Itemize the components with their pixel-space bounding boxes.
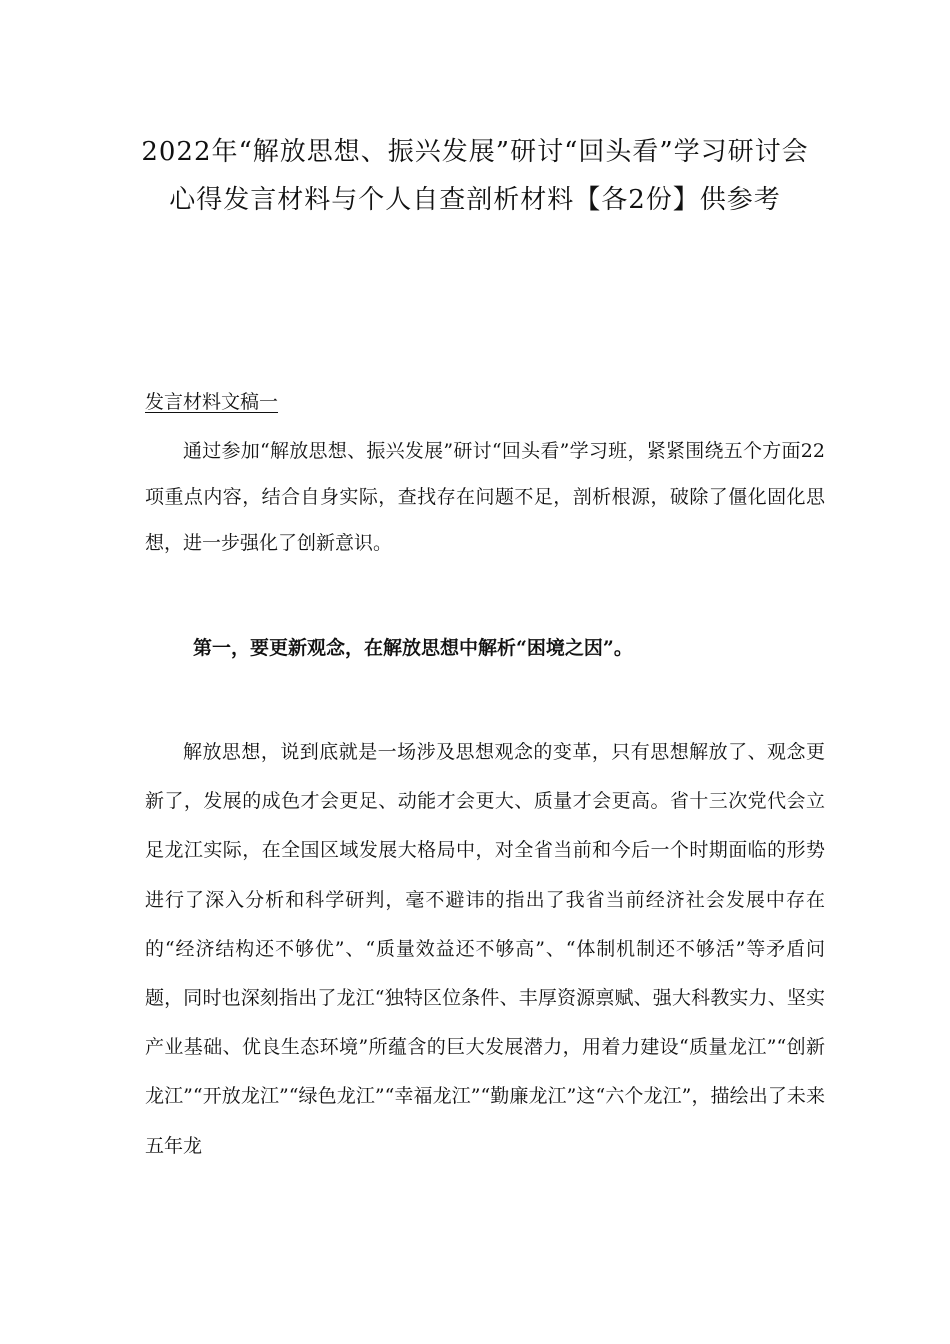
section-heading: 发言材料文稿一 (145, 391, 279, 413)
paragraph-intro: 通过参加“解放思想、振兴发展”研讨“回头看”学习班，紧紧围绕五个方面22项重点内容，结合自身实际，查找存在问题不足，剖析根源，破除了僵化固化思想，进一步强化了创新意识。 (145, 440, 825, 554)
document-title: 2022年“解放思想、振兴发展”研讨“回头看”学习研讨会心得发言材料与个人自查剖析材料【各2份】供参考 (141, 137, 809, 215)
paragraph-body: 解放思想，说到底就是一场涉及思想观念的变革，只有思想解放了、观念更新了，发展的成色才会更足、动能才会更大、质量才会更高。省十三次党代会立足龙江实际，在全国区域发展大格局中，对全省当前和今后一个时期面临的形势进行了深入分析和科学研判，毫不避讳的指出了我省当前经济社会发展中存在的“经济结构还不够优”、“质量效益还不够高”、“体制机制还不够活”等矛盾问题，同时也深刻指出了龙江“独特区位条件、丰厚资源禀赋、强大科教实力、坚实产业基础、优良生态环境”所蕴含的巨大发展潜力，用着力建设“质量龙江”“创新龙江”“开放龙江”“绿色龙江”“幸福龙江”“勤廉龙江”这“六个龙江”，描绘出了未来五年龙 (145, 741, 825, 1157)
point-heading-first: 第一，要更新观念，在解放思想中解析“困境之因”。 (193, 637, 633, 659)
